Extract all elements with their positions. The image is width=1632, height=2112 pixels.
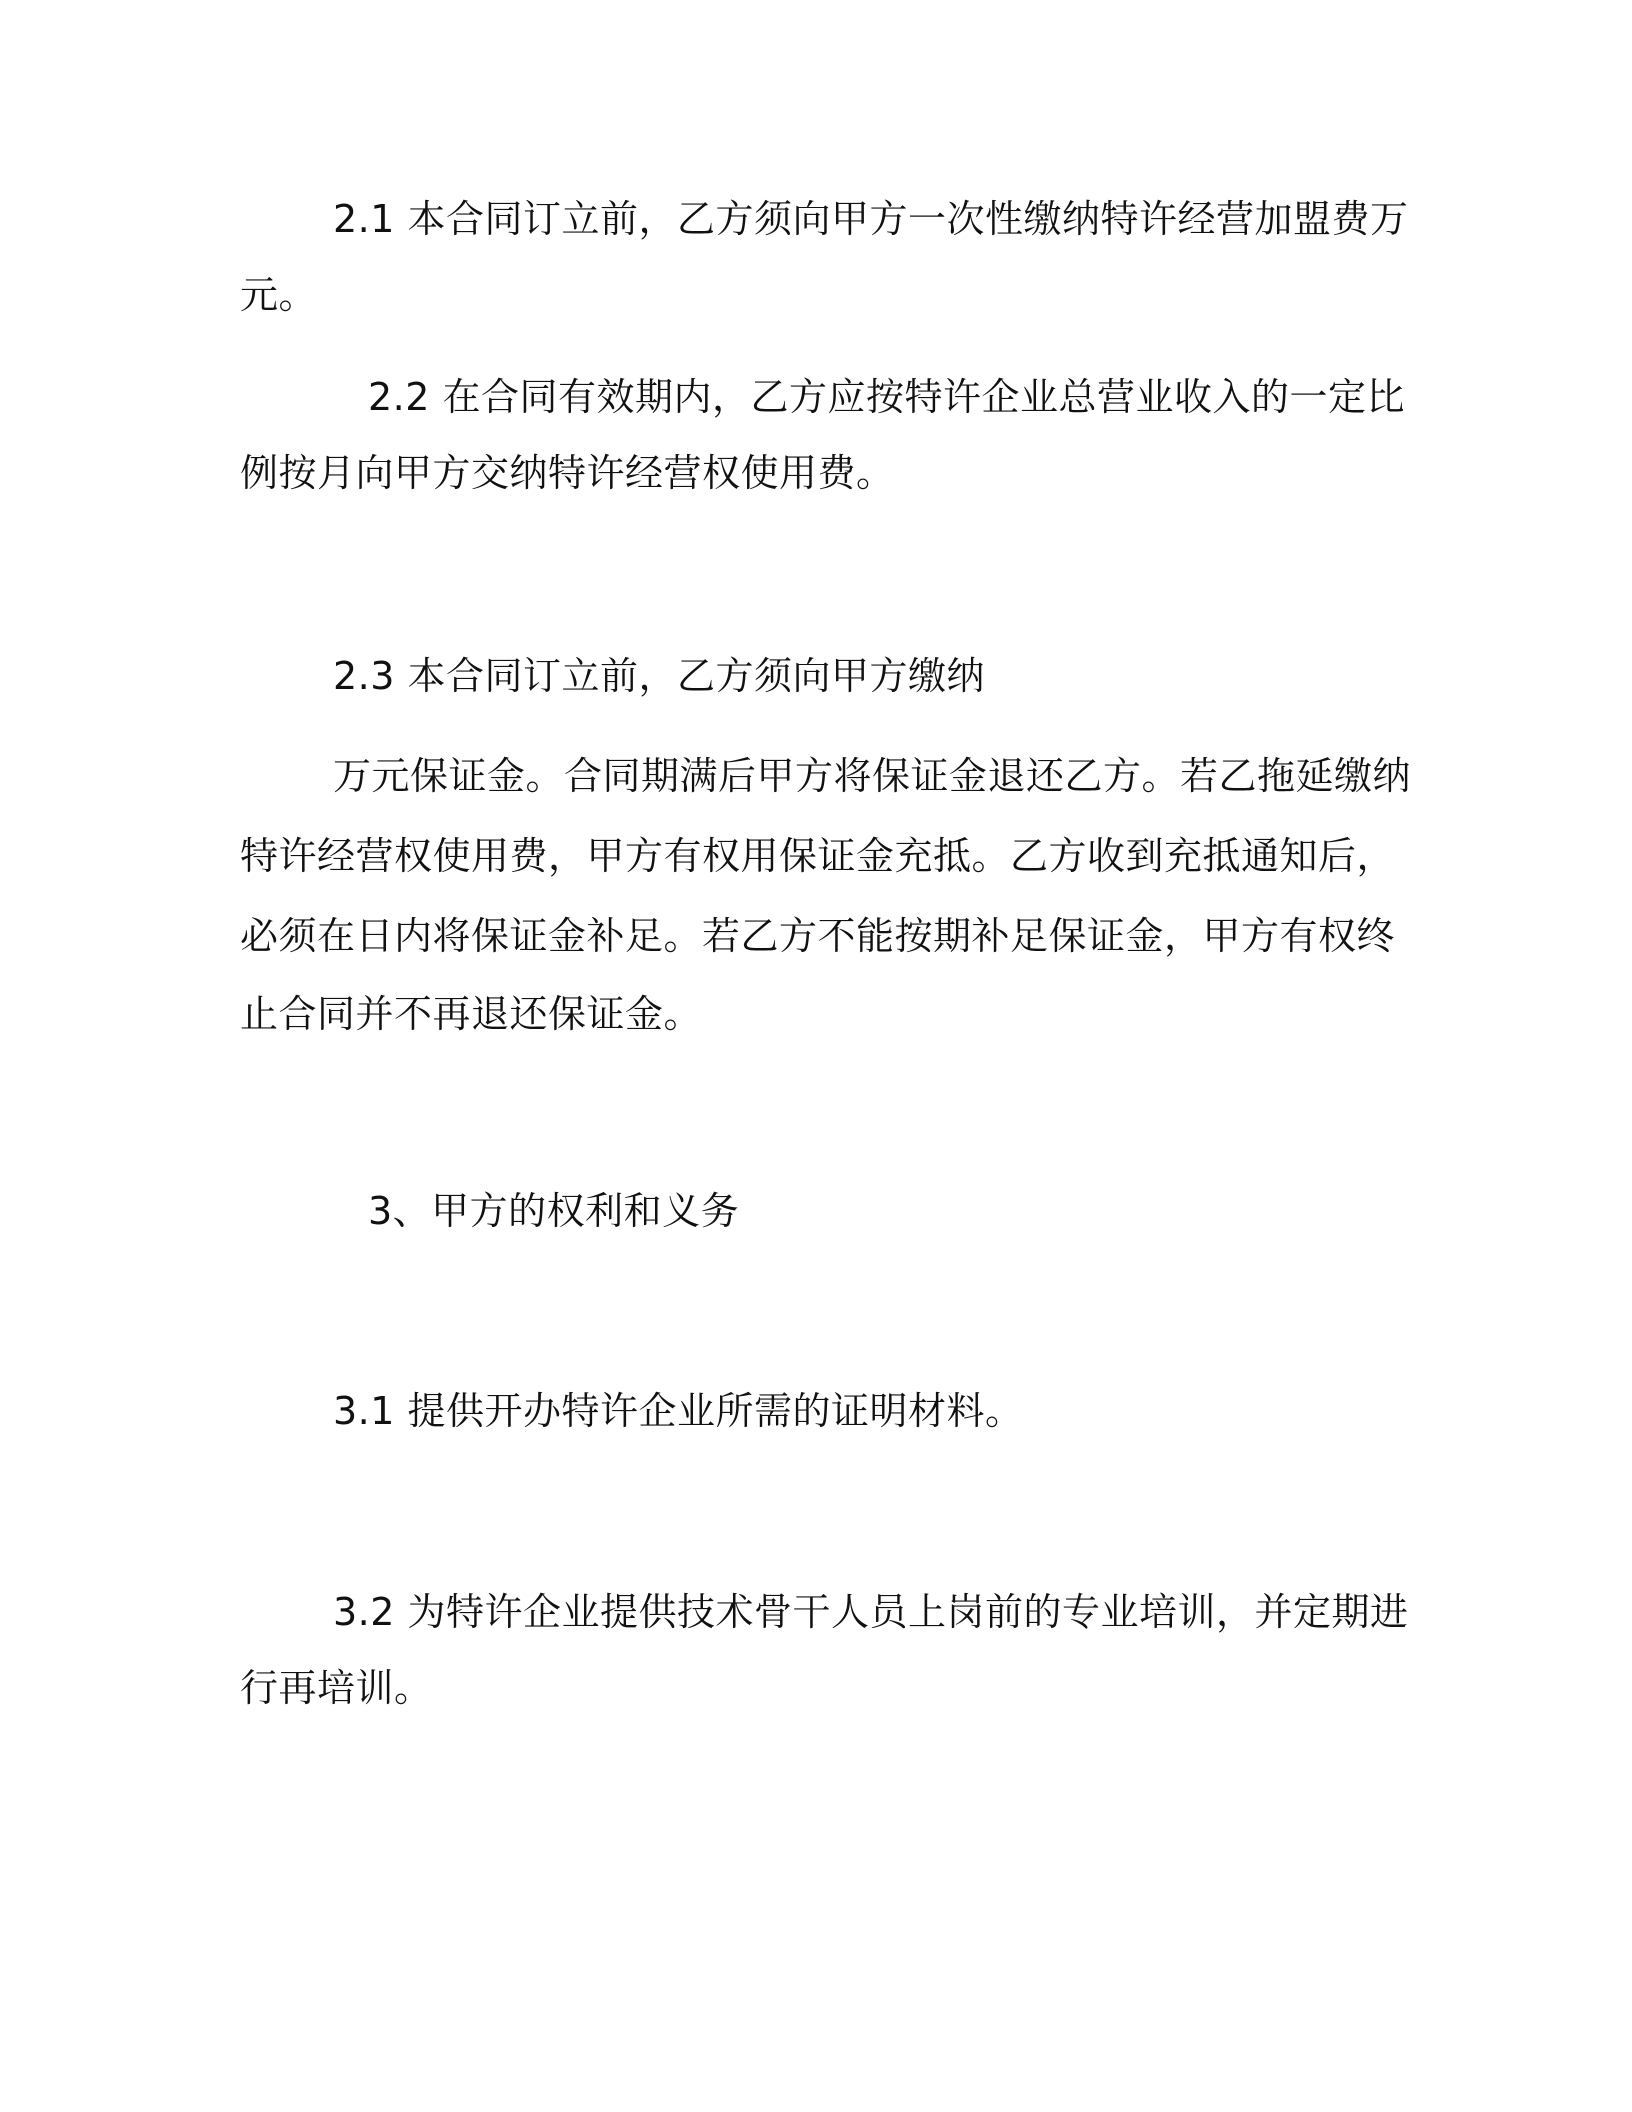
clause-2-1-line-2: 元。 bbox=[240, 273, 318, 317]
section-3-heading: 3、甲方的权利和义务 bbox=[368, 1189, 740, 1233]
clause-2-3-line-2: 万元保证金。合同期满后甲方将保证金退还乙方。若乙拖延缴纳 bbox=[333, 754, 1412, 798]
clause-2-3-line-1: 2.3 本合同订立前，乙方须向甲方缴纳 bbox=[333, 654, 986, 698]
clause-3-2-line-2: 行再培训。 bbox=[240, 1666, 433, 1710]
clause-2-3-line-4: 必须在日内将保证金补足。若乙方不能按期补足保证金，甲方有权终 bbox=[240, 914, 1396, 958]
clause-3-1-line-1: 3.1 提供开办特许企业所需的证明材料。 bbox=[333, 1389, 1024, 1433]
clause-2-2-line-2: 例按月向甲方交纳特许经营权使用费。 bbox=[240, 451, 895, 495]
clause-2-3-line-3: 特许经营权使用费，甲方有权用保证金充抵。乙方收到充抵通知后， bbox=[240, 834, 1396, 878]
clause-3-2-line-1: 3.2 为特许企业提供技术骨干人员上岗前的专业培训，并定期进 bbox=[333, 1590, 1409, 1634]
clause-2-2-line-1: 2.2 在合同有效期内，乙方应按特许企业总营业收入的一定比 bbox=[368, 375, 1406, 419]
clause-2-1-line-1: 2.1 本合同订立前，乙方须向甲方一次性缴纳特许经营加盟费万 bbox=[333, 197, 1409, 241]
clause-2-3-line-5: 止合同并不再退还保证金。 bbox=[240, 992, 703, 1036]
